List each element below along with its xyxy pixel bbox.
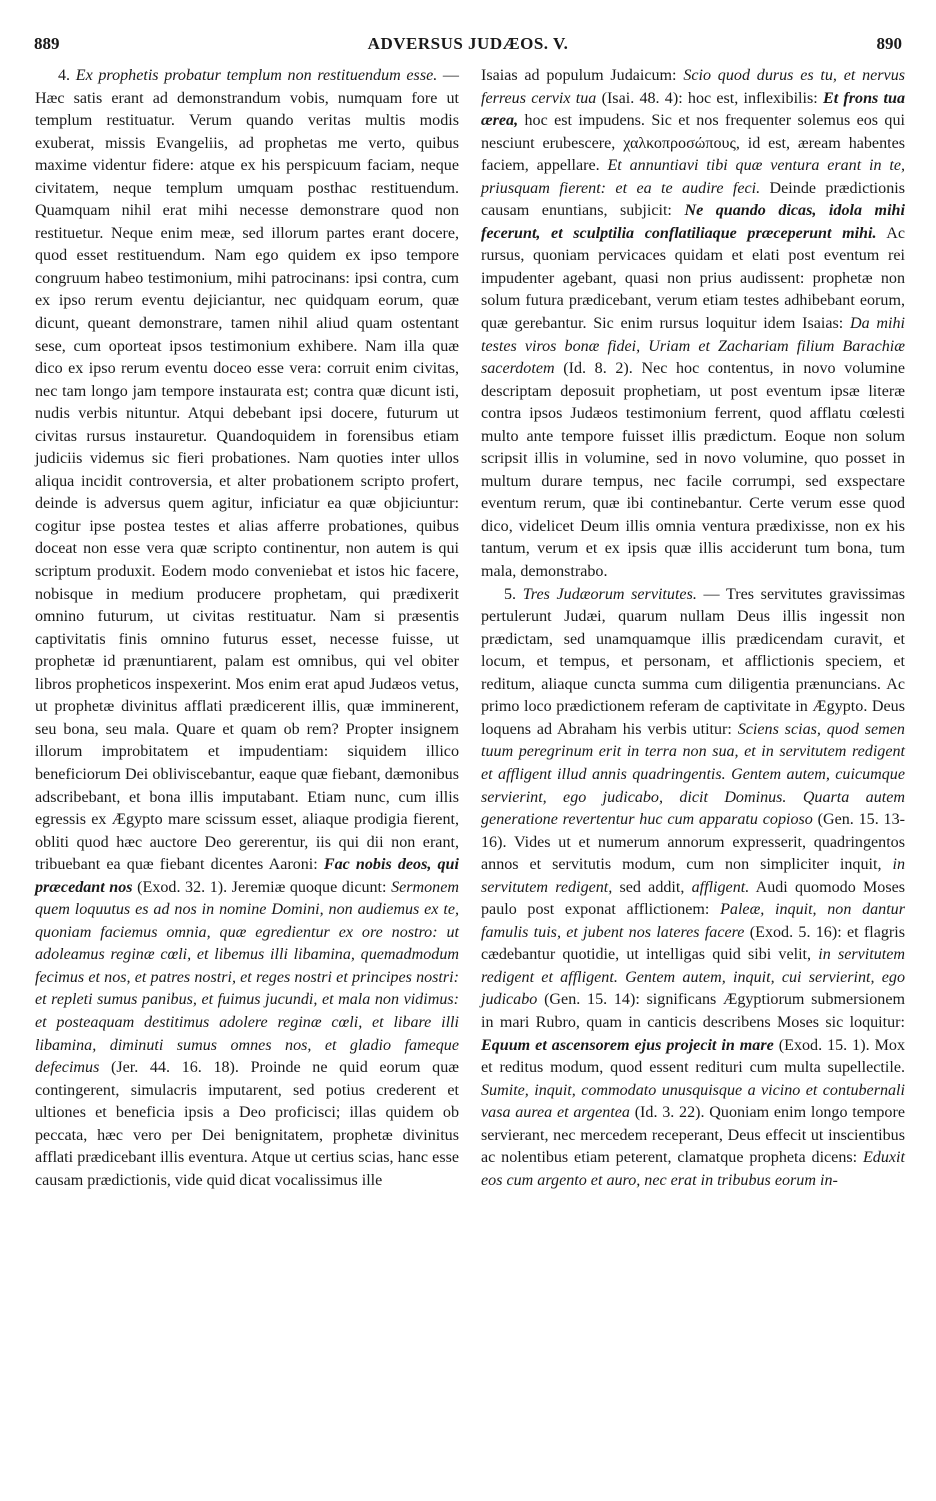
quotation: in servitutem redigent, — [481, 856, 905, 896]
paragraph-section-4 — [35, 65, 459, 1192]
body-text: (Gen. 15. 14): significans Ægyptiorum submersionem in mari Rubro, quam in canticis describens Moses sic loquitur: — [481, 991, 905, 1031]
body-text: Ac rursus, quoniam pervicaces quidam et elati post eventum rei impudenter agebant, quasi non prius audissent: prophetæ non solum futura prædicebant, verum etiam testes adhibebant eorum, quæ gerebantur. Sic enim rursus loquitur idem Isaias: — [481, 224, 905, 333]
page-number-right: 890 — [876, 34, 902, 53]
section-title: Ex prophetis probatur templum non restituendum esse. — [75, 67, 438, 84]
section-number: 4. — [58, 67, 71, 84]
section-number: 5. — [504, 585, 517, 603]
section-title: Tres Judæorum servitutes. — [522, 585, 697, 603]
quotation: in servitutem redigent et affligent. Gentem autem, inquit, cui servierint, ego judicabo — [481, 946, 905, 1009]
body-text: Isaias ad populum Judaicum: — [481, 67, 677, 84]
quotation: Sumite, inquit, commodato unusquisque a vicino et contubernali vasa aurea et argentea — [481, 1081, 905, 1122]
running-header — [34, 34, 902, 56]
page-number-left: 889 — [34, 34, 60, 53]
body-text: (Gen. 15. 13-16). Vides ut et numerum annorum expresserit, quadringentos annos et servitutis modum, cum non simpliciter inquit, — [481, 811, 906, 874]
body-text: sed addit, — [619, 878, 685, 896]
quotation: Ne quando dicas, idola mihi fecerunt, et sculptilia conflatiliaque præceperunt mihi. — [481, 202, 905, 242]
paragraph-section-5 — [481, 584, 905, 1193]
body-text: (Exod. 5. 16): et flagris cædebantur quotidie, ut intelligas quid sibi velit, — [481, 923, 906, 964]
body-text: — Tres servitutes gravissimas pertulerunt Judæi, quarum nullam Deus illis ingessit non prædictam, sed unamquamque illis prædicendam curavit, et locum, et tempus, et personam, et afflictionis speciem, et reditum, aliaque cuncta summa cum diligentia prænuncians. Ac primo loco prædictionem referam de captivitate in Ægypto. Deus loquens ad Abraham his verbis utitur: — [481, 585, 906, 738]
body-text: (Id. 3. 22). Quoniam enim longo tempore servierant, nec mercedem receperant, Deus effecit ut inscientibus ac nolentibus etiam peterent, clamatque propheta dicens: — [481, 1104, 905, 1167]
body-text: Deinde prædictionis causam enuntians, subjicit: — [481, 179, 905, 220]
quotation: affligent. — [691, 878, 750, 896]
body-text: (Exod. 32. 1). Jeremiæ quoque dicunt: — [137, 878, 387, 896]
body-text: — Hæc satis erant ad demonstrandum vobis, numquam fore ut templum restituatur. Verum quando veritas multis modis exuberat, missis Evangeliis, ad prophetas me verto, quibus maxime videntur fidere: atque ex his perspicuum faciam, neque civitatem, neque templum umquam posthac restituendum. Quamquam nihil erat mihi necesse demonstrare quod non restituetur. Neque enim meæ, sed illorum partes erant docere, quod esset restituendum. Nam ego quidem ex ipso tempore congruum habeo testimonium, mihi patrocinans: ipsi contra, cum ex ipso rerum eventu dejiciantur, nec quidquam eorum, quæ dicunt, queant demonstrare, tamen nihil aliud quam ostentant sese, cum oporteat ipsos testimonium exhibere. Nam illa quæ dico ex ipso rerum eventu doceo esse vera: corruit enim civitas, nec tam longo jam tempore instaurata est; contra quæ dicunt isti, nudis verbis nituntur. Atqui debebant ipsi docere, futurum ut civitas rursus instauretur. Quandoquidem in forensibus etiam judiciis videmus sic fieri probationes. Nam quoties inter ullos aliqua incidit controversia, et alter probationem scripto profert, deinde is adversus quem agitur, inficiatur ea quæ objiciuntur: cogitur ipse postea testes et alias afferre probationes, quibus doceat non esse vera quæ scripto continentur, non autem is qui scriptum produxit. Eodem modo conveniebat et istos hic facere, nobisque in medium producere prophetam, qui prædixerit omnino futurum, ut civitas restituatur. Nam si præsentis captivitatis finis omnino futurus esset, necesse fuisse, ut prophetæ id prænuntiarent, palam est omnibus, qui vel obiter libros propheticos inspexerint. Mos enim erat apud Judæos vetus, ut prophetæ divinitus afflati prædicerent illis, quæ imminerent, seu bona, seu mala. Quare et quam ob rem? Propter insignem illorum improbitatem et impudentiam: siquidem illico beneficiorum Dei obliviscebantur, eaque quæ fiebant, dæmonibus adscribebant, et bona illis imputabant. Etiam nunc, cum illis egressis ex Ægypto mare scissum esset, aliaque prodigia fierent, obliti quod hæc auctore Deo gererentur, iis qui dii non erant, tribuebant ea quæ fiebant dicentes Aaroni: — [35, 67, 460, 874]
quotation: Equum et ascensorem ejus projecit in mare — [481, 1036, 774, 1054]
quotation: Paleæ, inquit, non dantur famulis tuis, et jubent nos lateres facere — [481, 901, 905, 941]
body-text: hoc est impudens. Sic et nos frequenter solemus eos qui nesciunt erubescere, χαλκοπροσώπους, id est, æream habentes faciem, appellare. — [481, 112, 905, 175]
quotation: Da mihi testes viros bonæ fidei, Uriam et Zachariam filium Barachiæ sacerdotem — [481, 315, 905, 378]
quotation: Sermonem quem loquutus es ad nos in nomine Domini, non audiemus ex te, quoniam faciemus omnia, quæ egredientur ex ore nostro: ut adoleamus reginæ cœli, et libemus illi libamina, quemadmodum fecimus et nos, et patres nostri, et reges nostri et principes nostri: et repleti sumus panibus, et fuimus jucundi, et mala non vidimus: et posteaquam destitimus adolere reginæ cœli, et libare illi libamina, diminuti sumus omnes nos, et gladio fameque defecimus — [35, 878, 459, 1077]
quotation: Et annuntiavi tibi quæ ventura erant in te, priusquam fierent: et ea te audire feci. — [481, 157, 905, 197]
quotation: Fac nobis deos, qui præcedant nos — [35, 856, 459, 896]
body-text: Audi quomodo Moses paulo post exponat afflictionem: — [481, 878, 905, 919]
paragraph-continued — [481, 65, 905, 584]
body-text: (Jer. 44. 16. 18). Proinde ne quid eorum quæ contingerent, simulacris imputarent, sed potius crederent et ultiones et beneficia ipsis a Deo proficisci; illas quidem ob peccata, hæc vero per Dei benignitatem, prophetæ divinitus afflati prædicebant illis eventura. Atque ut certius scias, hanc esse causam prædictionis, vide quid dicat vocalissimus ille — [35, 1059, 459, 1189]
quotation: Eduxit eos cum argento et auro, nec erat in tribubus eorum in- — [481, 1149, 905, 1189]
right-column — [481, 65, 905, 1192]
left-column — [35, 65, 459, 1192]
body-text: (Isai. 48. 4): hoc est, inflexibilis: — [601, 89, 818, 107]
running-title: ADVERSUS JUDÆOS. V. — [367, 34, 569, 53]
quotation: Et frons tua ærea, — [481, 89, 906, 130]
body-text: (Exod. 15. 1). Mox et reditus modum, quod essent redituri cum multa supellectile. — [481, 1036, 905, 1077]
quotation: Scio quod durus es tu, et nervus ferreus cervix tua — [481, 67, 906, 107]
quotation: Sciens scias, quod semen tuum peregrinum erit in terra non sua, et in servitutem redigent et affligent illud annis quadringentis. Gentem autem, cuicumque servierint, ego judicabo, dicit Dominus. Quarta autem generatione revertentur huc cum apparatu copioso — [481, 720, 905, 829]
body-text: (Id. 8. 2). Nec hoc contentus, in novo volumine descriptam deposuit prophetiam, ut post eventum ipsæ literæ contra ipsos Judæos testimonium ferrent, quod afflatu cœlesti multo ante tempore fuisset illis prædictum. Eoque non solum scripsit illis in volumine, sed in novo volumine, quo posset in multum durare tempus, nec facile corrumpi, sed exspectare eventum rerum, quæ ibi continebantur. Certe verum esse quod dico, videlicet Deum illis omnia ventura prædixisse, non ex his tantum, verum et ex ipsis quæ illis acciderunt tum bona, tum mala, demonstrabo. — [481, 360, 905, 581]
